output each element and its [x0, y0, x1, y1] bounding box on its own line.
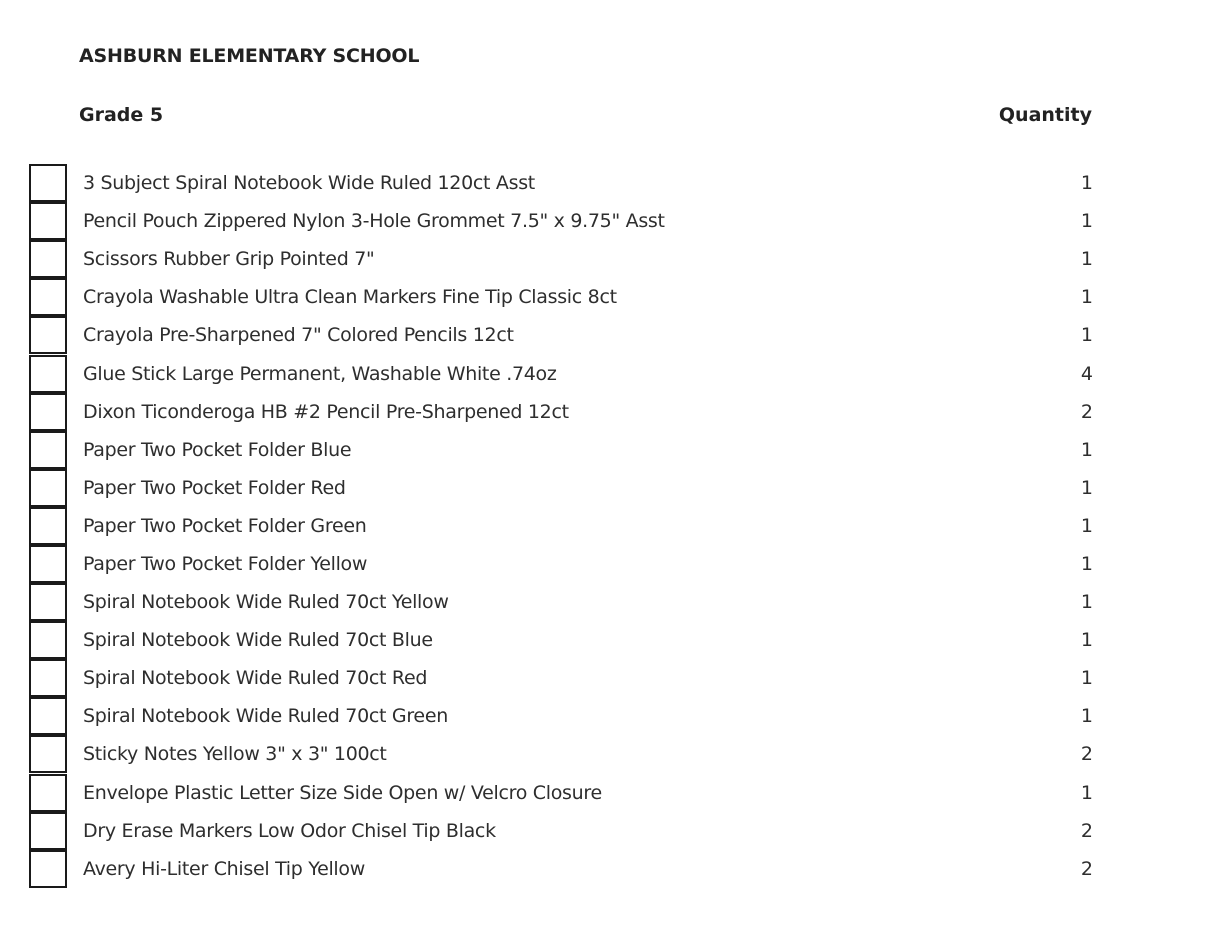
- list-item: [29, 316, 1093, 354]
- item-quantity: 2: [1080, 857, 1093, 880]
- item-quantity: 1: [1080, 172, 1093, 195]
- list-item: [29, 164, 1093, 202]
- quantity-column-header: Quantity: [998, 104, 1092, 126]
- item-checkbox[interactable]: [29, 774, 67, 812]
- item-checkbox[interactable]: [29, 621, 67, 659]
- list-item: [29, 393, 1093, 431]
- item-checkbox[interactable]: [29, 316, 67, 354]
- item-checkbox[interactable]: [29, 393, 67, 431]
- supply-list: [29, 164, 1093, 888]
- list-item: [29, 545, 1093, 583]
- item-name: Dixon Ticonderoga HB #2 Pencil Pre-Sharpened 12ct: [83, 400, 569, 423]
- list-item: [29, 697, 1093, 735]
- item-quantity: 2: [1080, 400, 1093, 423]
- item-quantity: 1: [1080, 438, 1093, 461]
- item-name: Spiral Notebook Wide Ruled 70ct Red: [83, 667, 428, 690]
- list-item: [29, 507, 1093, 545]
- item-name: Spiral Notebook Wide Ruled 70ct Yellow: [83, 591, 449, 614]
- item-checkbox[interactable]: [29, 812, 67, 850]
- item-checkbox[interactable]: [29, 735, 67, 773]
- item-quantity: 1: [1080, 514, 1093, 537]
- item-name: Sticky Notes Yellow 3" x 3" 100ct: [83, 743, 387, 766]
- school-title: ASHBURN ELEMENTARY SCHOOL: [79, 45, 420, 67]
- item-checkbox[interactable]: [29, 278, 67, 316]
- item-checkbox[interactable]: [29, 164, 67, 202]
- item-name: Glue Stick Large Permanent, Washable White .74oz: [83, 362, 557, 385]
- list-item: [29, 850, 1093, 888]
- item-quantity: 1: [1080, 324, 1093, 347]
- item-checkbox[interactable]: [29, 659, 67, 697]
- item-quantity: 4: [1080, 362, 1093, 385]
- item-name: Envelope Plastic Letter Size Side Open w/ Velcro Closure: [83, 781, 602, 804]
- item-quantity: 1: [1080, 248, 1093, 271]
- list-item: [29, 354, 1093, 392]
- list-item: [29, 469, 1093, 507]
- item-name: Avery Hi-Liter Chisel Tip Yellow: [83, 857, 365, 880]
- item-checkbox[interactable]: [29, 355, 67, 393]
- item-checkbox[interactable]: [29, 431, 67, 469]
- item-quantity: 1: [1080, 781, 1093, 804]
- item-checkbox[interactable]: [29, 545, 67, 583]
- list-item: [29, 774, 1093, 812]
- item-checkbox[interactable]: [29, 507, 67, 545]
- item-checkbox[interactable]: [29, 469, 67, 507]
- item-quantity: 1: [1080, 591, 1093, 614]
- item-name: 3 Subject Spiral Notebook Wide Ruled 120ct Asst: [83, 172, 535, 195]
- list-item: [29, 659, 1093, 697]
- item-name: Paper Two Pocket Folder Blue: [83, 438, 352, 461]
- item-name: Pencil Pouch Zippered Nylon 3-Hole Grommet 7.5" x 9.75" Asst: [83, 210, 665, 233]
- item-quantity: 2: [1080, 819, 1093, 842]
- item-quantity: 1: [1080, 476, 1093, 499]
- item-quantity: 1: [1080, 705, 1093, 728]
- list-item: [29, 583, 1093, 621]
- item-name: Spiral Notebook Wide Ruled 70ct Blue: [83, 629, 433, 652]
- list-item: [29, 812, 1093, 850]
- item-name: Scissors Rubber Grip Pointed 7": [83, 248, 375, 271]
- list-item: [29, 240, 1093, 278]
- item-checkbox[interactable]: [29, 850, 67, 888]
- item-checkbox[interactable]: [29, 240, 67, 278]
- item-name: Crayola Pre-Sharpened 7" Colored Pencils 12ct: [83, 324, 514, 347]
- item-quantity: 2: [1080, 743, 1093, 766]
- item-quantity: 1: [1080, 667, 1093, 690]
- item-checkbox[interactable]: [29, 697, 67, 735]
- item-name: Dry Erase Markers Low Odor Chisel Tip Black: [83, 819, 496, 842]
- list-item: [29, 735, 1093, 773]
- item-name: Paper Two Pocket Folder Red: [83, 476, 346, 499]
- list-item: [29, 278, 1093, 316]
- item-quantity: 1: [1080, 552, 1093, 575]
- item-quantity: 1: [1080, 629, 1093, 652]
- item-quantity: 1: [1080, 210, 1093, 233]
- item-checkbox[interactable]: [29, 583, 67, 621]
- list-item: [29, 621, 1093, 659]
- item-name: Spiral Notebook Wide Ruled 70ct Green: [83, 705, 448, 728]
- grade-label: Grade 5: [79, 104, 164, 126]
- item-name: Paper Two Pocket Folder Green: [83, 514, 367, 537]
- list-item: [29, 202, 1093, 240]
- item-checkbox[interactable]: [29, 202, 67, 240]
- list-item: [29, 431, 1093, 469]
- item-quantity: 1: [1080, 286, 1093, 309]
- item-name: Paper Two Pocket Folder Yellow: [83, 552, 368, 575]
- item-name: Crayola Washable Ultra Clean Markers Fine Tip Classic 8ct: [83, 286, 617, 309]
